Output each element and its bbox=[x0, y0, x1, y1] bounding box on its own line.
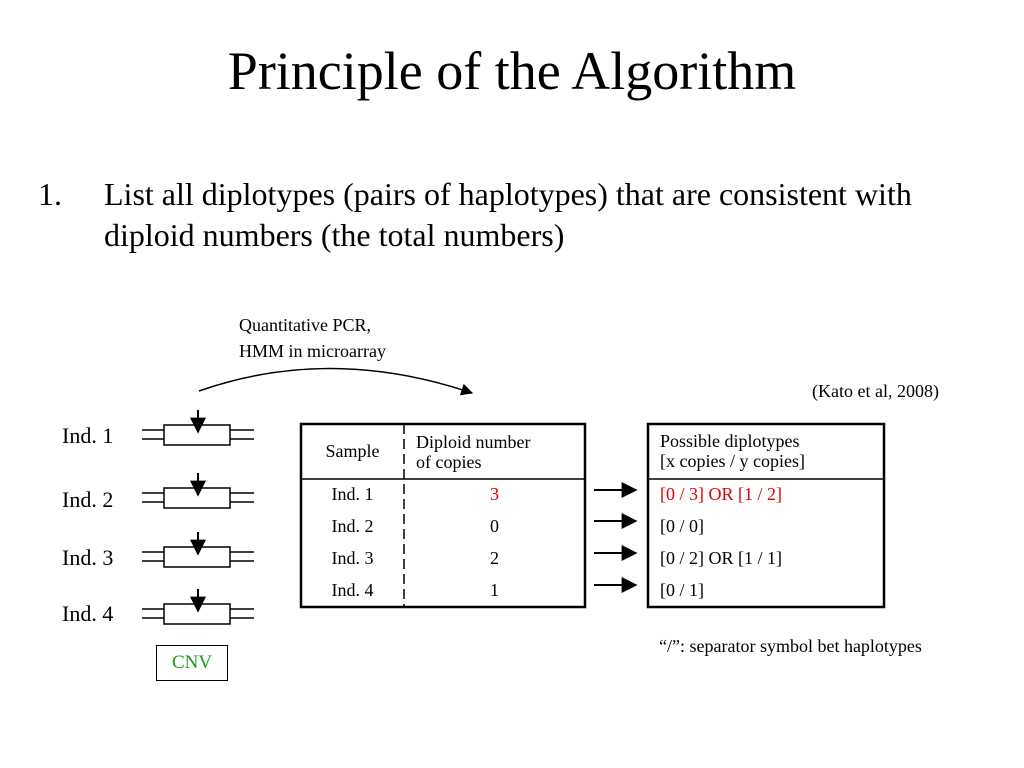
cnv-glyph-ind4 bbox=[142, 589, 254, 624]
ind-label-2: Ind. 2 bbox=[62, 487, 114, 512]
table-header-sample: Sample bbox=[325, 441, 380, 461]
pcr-annotation-line1: Quantitative PCR, bbox=[239, 315, 371, 335]
table-header-diploid-line2: of copies bbox=[416, 452, 482, 472]
diplotype-row-1: [0 / 3] OR [1 / 2] bbox=[660, 484, 782, 504]
bullet-number: 1. bbox=[38, 176, 62, 212]
curved-arrow bbox=[199, 368, 472, 393]
table-row-3-sample: Ind. 3 bbox=[331, 548, 374, 568]
table-row-3-copies: 2 bbox=[490, 548, 499, 568]
table-row-2-copies: 0 bbox=[490, 516, 499, 536]
ind-label-1: Ind. 1 bbox=[62, 423, 114, 448]
diplotype-header-line2: [x copies / y copies] bbox=[660, 451, 805, 471]
table-row-4-copies: 1 bbox=[490, 580, 499, 600]
diplotype-header-line1: Possible diplotypes bbox=[660, 431, 800, 451]
diplotype-row-4: [0 / 1] bbox=[660, 580, 704, 600]
separator-footnote: “/”: separator symbol bet haplotypes bbox=[659, 636, 922, 656]
table-row-1-copies: 3 bbox=[490, 484, 499, 504]
cnv-glyph-ind3 bbox=[142, 532, 254, 567]
table-header-diploid-line1: Diploid number bbox=[416, 432, 531, 452]
slide-title: Principle of the Algorithm bbox=[227, 41, 797, 101]
citation: (Kato et al, 2008) bbox=[812, 381, 939, 401]
diplotype-header bbox=[660, 431, 880, 471]
diplotype-row-2: [0 / 0] bbox=[660, 516, 704, 536]
ind-label-4: Ind. 4 bbox=[62, 601, 114, 626]
table-row-4-sample: Ind. 4 bbox=[331, 580, 374, 600]
table-row-1-sample: Ind. 1 bbox=[331, 484, 374, 504]
cnv-glyph-ind2 bbox=[142, 473, 254, 508]
ind-label-3: Ind. 3 bbox=[62, 545, 114, 570]
table-row-2-sample: Ind. 2 bbox=[331, 516, 374, 536]
cnv-label: CNV bbox=[156, 645, 228, 681]
diplotype-row-3: [0 / 2] OR [1 / 1] bbox=[660, 548, 782, 568]
bullet-text: List all diplotypes (pairs of haplotypes) that are consistent with diploid numbers (the total numbers) bbox=[104, 176, 912, 253]
cnv-glyph-ind1 bbox=[142, 410, 254, 445]
table-header-diploid bbox=[416, 432, 582, 472]
pcr-annotation-line2: HMM in microarray bbox=[239, 341, 386, 361]
